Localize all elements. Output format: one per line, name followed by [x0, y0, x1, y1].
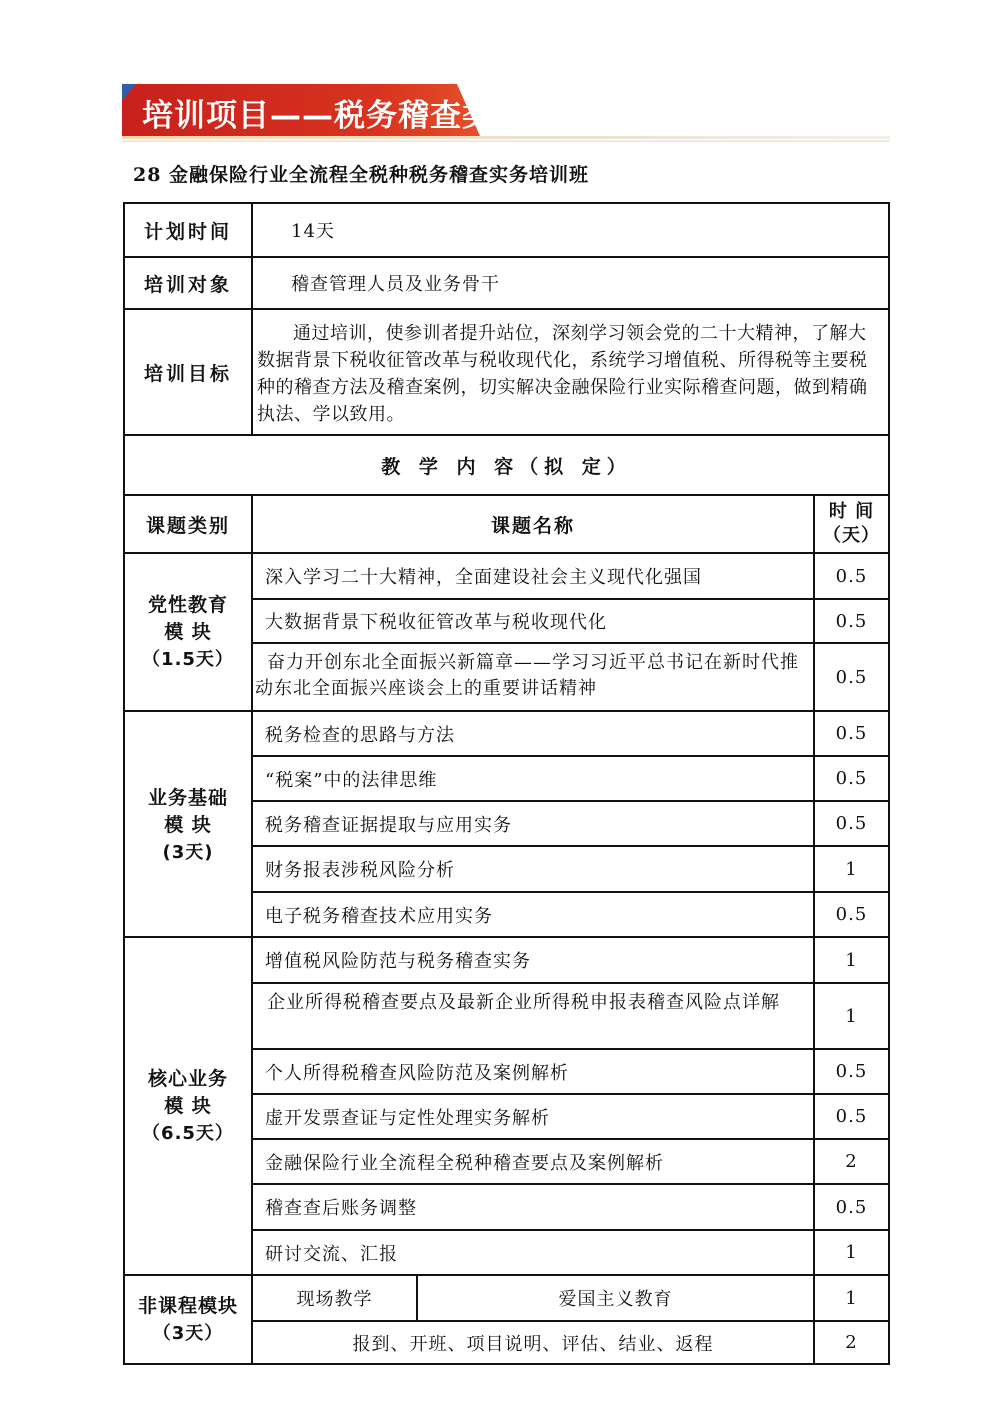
module-days: (3天) — [162, 841, 214, 863]
audience-label: 培训对象 — [143, 273, 232, 296]
banner-underline-thin — [122, 140, 890, 142]
course-time: 0.5 — [835, 1196, 868, 1218]
module-name: 业务基础 — [147, 786, 228, 809]
module-days: （1.5天） — [142, 648, 234, 670]
course-time: 0.5 — [835, 904, 868, 925]
module-core-business — [125, 938, 251, 1274]
column-header-time-line2: （天） — [823, 525, 880, 546]
course-name: 奋力开创东北全面振兴新篇章——学习习近平总书记在新时代推动东北全面振兴座谈会上的重要讲话精神 — [255, 652, 799, 699]
course-time: 1 — [845, 949, 858, 971]
module-suffix: 模 块 — [164, 1094, 212, 1117]
course-name: 虚开发票查证与定性处理实务解析 — [265, 1107, 550, 1129]
goal-label: 培训目标 — [143, 362, 232, 385]
course-name: 电子税务稽查技术应用实务 — [265, 905, 493, 927]
column-header-time-line1: 时 间 — [828, 501, 875, 522]
course-time: 0.5 — [835, 768, 868, 789]
module-name: 非课程模块 — [137, 1294, 238, 1317]
course-time: 0.5 — [835, 723, 868, 744]
plan-time-value: 14天 — [291, 221, 335, 242]
course-time: 0.5 — [835, 666, 868, 688]
course-time: 1 — [845, 858, 858, 880]
course-name: 爱国主义教育 — [558, 1289, 673, 1310]
course-time: 0.5 — [835, 1106, 868, 1127]
course-name: 金融保险行业全流程全税种稽查要点及案例解析 — [265, 1152, 664, 1174]
course-name: 研讨交流、汇报 — [265, 1243, 398, 1265]
course-time: 0.5 — [835, 610, 868, 632]
column-divider — [251, 204, 253, 434]
course-name: 报到、开班、项目说明、评估、结业、返程 — [352, 1333, 714, 1355]
module-days: （3天） — [152, 1322, 224, 1344]
column-header-time — [815, 496, 888, 552]
plan-time-label: 计划时间 — [143, 220, 232, 243]
banner-title: 培训项目——税务稽查类 — [142, 98, 494, 134]
course-name: 深入学习二十大精神，全面建设社会主义现代化强国 — [265, 567, 702, 588]
course-time: 0.5 — [835, 813, 868, 834]
module-days: （6.5天） — [142, 1122, 234, 1144]
course-name: 企业所得税稽查要点及最新企业所得税申报表稽查风险点详解 — [267, 992, 780, 1013]
module-name: 党性教育 — [147, 593, 228, 616]
course-time: 0.5 — [835, 565, 868, 587]
column-header-category: 课题类别 — [145, 514, 230, 537]
course-name: 税务稽查证据提取与应用实务 — [265, 814, 512, 836]
course-title: 28 金融保险行业全流程全税种税务稽查实务培训班 — [133, 164, 590, 186]
course-name: 稽查查后账务调整 — [265, 1198, 417, 1219]
course-name: 增值税风险防范与税务稽查实务 — [265, 951, 531, 972]
module-suffix: 模 块 — [164, 620, 212, 643]
course-name: 个人所得税稽查风险防范及案例解析 — [265, 1062, 569, 1084]
course-time: 0.5 — [835, 1061, 868, 1082]
course-name: 大数据背景下税收征管改革与税收现代化 — [265, 612, 607, 633]
course-name: 财务报表涉税风险分析 — [265, 860, 455, 881]
course-time: 1 — [845, 1005, 858, 1027]
audience-value: 稽查管理人员及业务骨干 — [291, 274, 500, 295]
module-name: 核心业务 — [147, 1067, 228, 1090]
course-time: 1 — [845, 1287, 858, 1309]
column-header-name: 课题名称 — [490, 514, 575, 537]
module-non-course — [125, 1276, 251, 1363]
course-subcategory: 现场教学 — [296, 1289, 373, 1310]
course-time: 2 — [845, 1332, 858, 1353]
course-name: 税务检查的思路与方法 — [265, 724, 455, 746]
banner-underline — [122, 136, 890, 139]
training-table — [123, 202, 890, 1365]
module-party-education — [125, 554, 251, 710]
course-name: “税案”中的法律思维 — [265, 769, 438, 791]
module-business-basics — [125, 712, 251, 938]
goal-value: 通过培训，使参训者提升站位，深刻学习领会党的二十大精神，了解大数据背景下税收征管改革与税收现代化，系统学习增值税、所得税等主要税种的稽查方法及稽查案例，切实解决金融保险行业实际稽查问题，做到精确执法、学以致用。 — [257, 323, 868, 425]
content-header: 教 学 内 容（拟 定） — [381, 455, 632, 478]
course-time: 2 — [845, 1151, 858, 1172]
module-suffix: 模 块 — [164, 813, 212, 836]
course-time: 1 — [845, 1242, 858, 1263]
section-banner — [122, 84, 890, 142]
